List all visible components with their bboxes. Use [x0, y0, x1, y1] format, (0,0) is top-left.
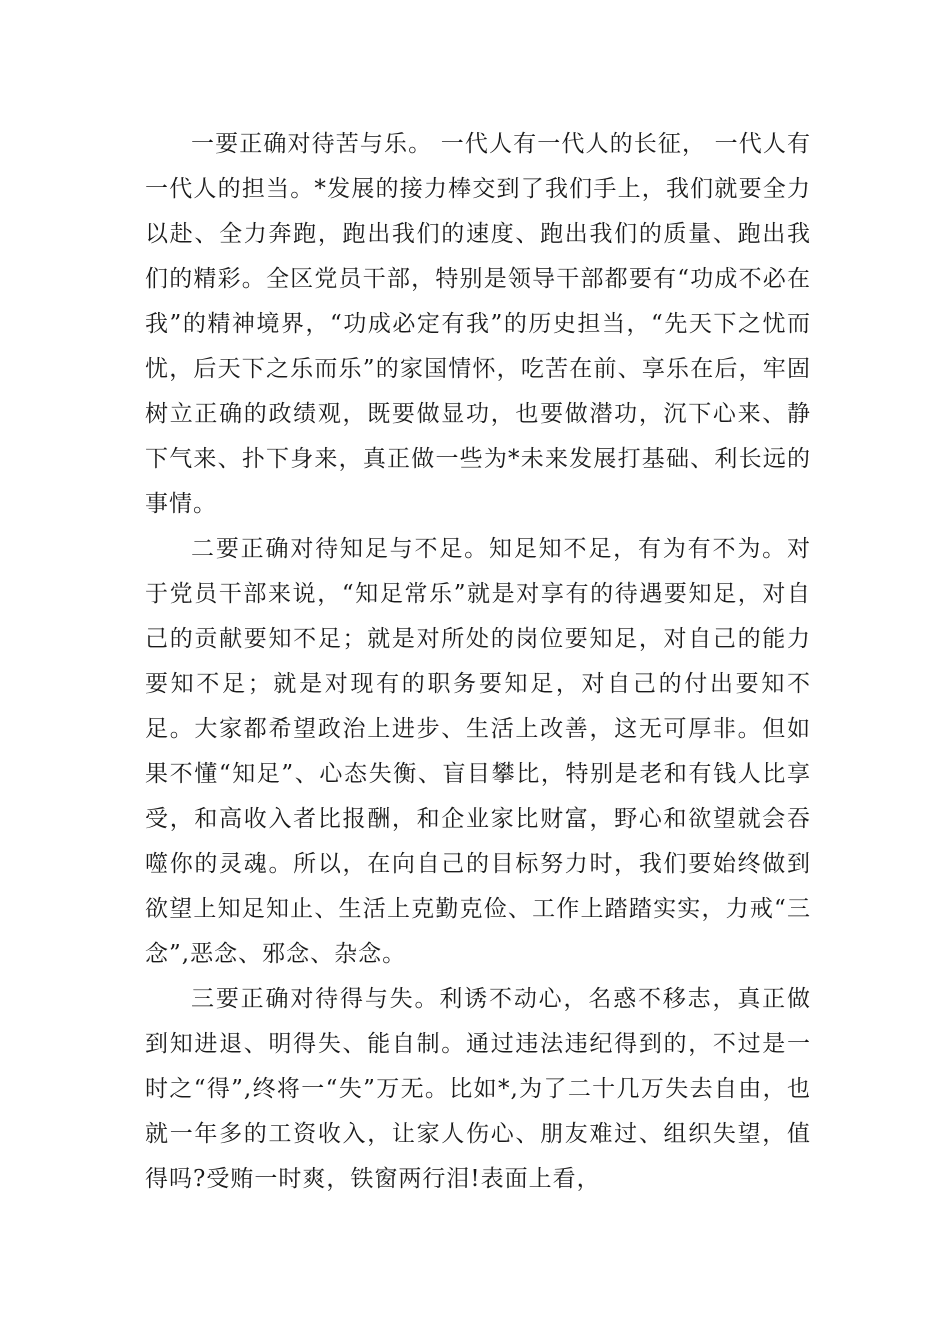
paragraph-1: 一要正确对待苦与乐。 一代人有一代人的长征， 一代人有一代人的担当。*发展的接力棒交到了我们手上，我们就要全力以赴、全力奔跑，跑出我们的速度、跑出我们的质量、跑出我们的精彩。全区党员干部，特别是领导干部都要有“功成不必在我”的精神境界，“功成必定有我”的历史担当，“先天下之忧而忧，后天下之乐而乐”的家国情怀，吃苦在前、享乐在后，牢固树立正确的政绩观，既要做显功，也要做潜功，沉下心来、静下气来、扑下身来，真正做一些为*未来发展打基础、利长远的事情。: [145, 131, 811, 517]
document-body: [145, 122, 811, 1202]
paragraph-3: 三要正确对待得与失。利诱不动心，名惑不移志，真正做到知进退、明得失、能自制。通过违法违纪得到的，不过是一时之“得”,终将一“失”万无。比如*,为了二十几万失去自由，也就一年多的工资收入，让家人伤心、朋友难过、组织失望，值得吗?受贿一时爽，铁窗两行泪!表面上看，: [145, 986, 811, 1192]
paragraph-2: 二要正确对待知足与不足。知足知不足，有为有不为。对于党员干部来说，“知足常乐”就是对享有的待遇要知足，对自己的贡献要知不足；就是对所处的岗位要知足，对自己的能力要知不足；就是对现有的职务要知足，对自己的付出要知不足。大家都希望政治上进步、生活上改善，这无可厚非。但如果不懂“知足”、心态失衡、盲目攀比，特别是老和有钱人比享受，和高收入者比报酬，和企业家比财富，野心和欲望就会吞噬你的灵魂。所以，在向自己的目标努力时，我们要始终做到欲望上知足知止、生活上克勤克俭、工作上踏踏实实，力戒“三念”,恶念、邪念、杂念。: [145, 536, 811, 967]
